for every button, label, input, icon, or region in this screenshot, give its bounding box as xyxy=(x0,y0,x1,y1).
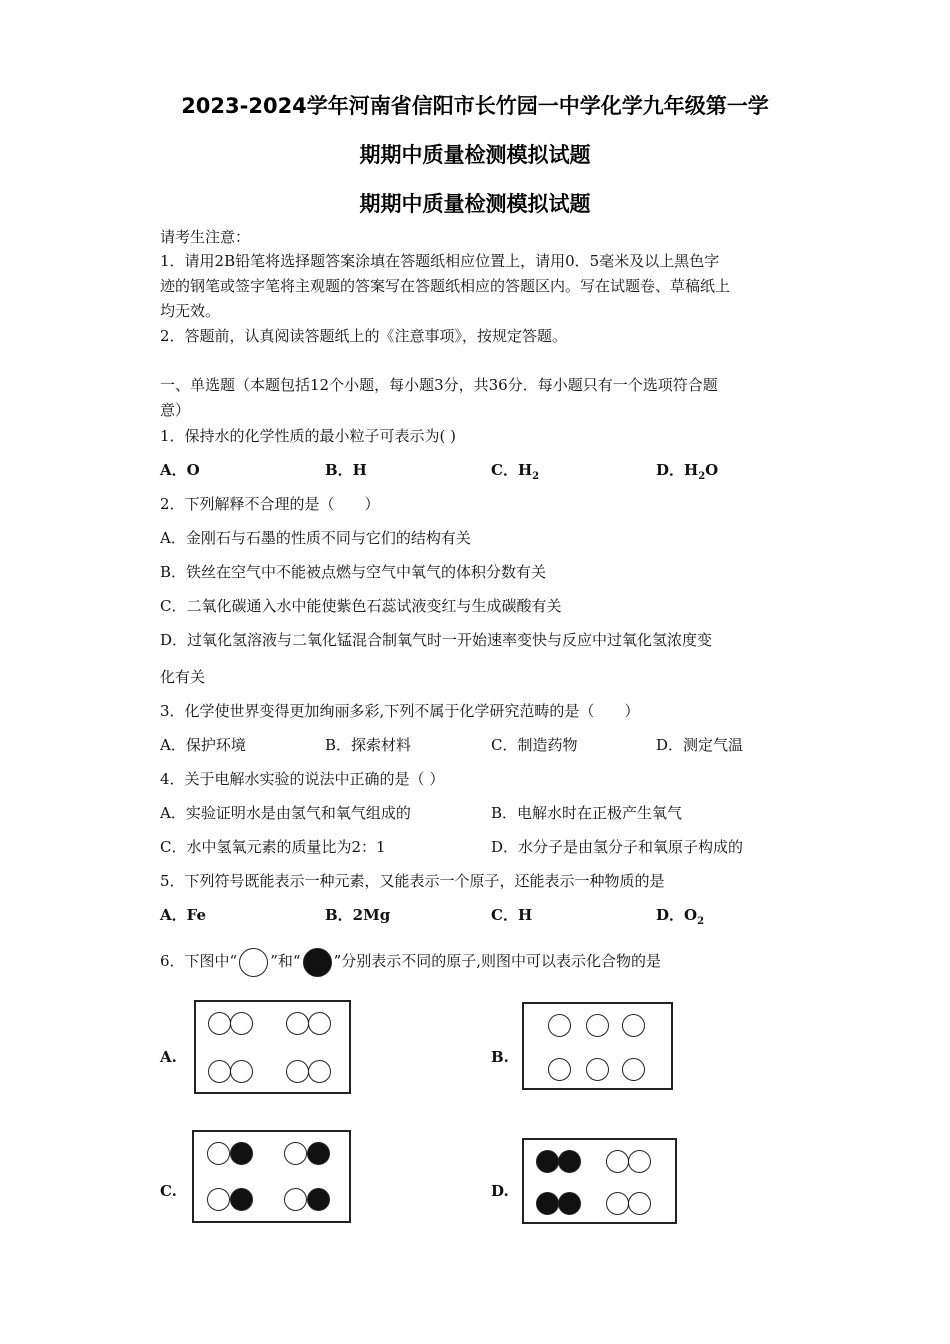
q1-option-a: A．O xyxy=(160,461,200,479)
white-atom-icon xyxy=(308,1012,331,1035)
q6-option-b-label: B. xyxy=(491,1048,509,1066)
q3-option-b: B．探索材料 xyxy=(325,736,412,754)
q1-option-d: D．$H_2O$ xyxy=(656,461,719,482)
black-atom-icon xyxy=(536,1150,559,1173)
q2-option-b: B．铁丝在空气中不能被点燃与空气中氧气的体积分数有关 xyxy=(160,563,547,581)
q2-option-a: A．金刚石与石墨的性质不同与它们的结构有关 xyxy=(160,529,471,547)
q3-option-a: A．保护环境 xyxy=(160,736,246,754)
white-atom-icon xyxy=(284,1188,307,1211)
white-atom-icon xyxy=(586,1058,609,1081)
white-atom-icon xyxy=(606,1150,629,1173)
white-atom-icon xyxy=(628,1150,651,1173)
q4-stem: 4．关于电解水实验的说法中正确的是（ ） xyxy=(160,770,445,788)
white-atom-icon xyxy=(207,1142,230,1165)
q1-stem: 1．保持水的化学性质的最小粒子可表示为( ) xyxy=(160,427,457,445)
white-atom-icon xyxy=(239,948,268,977)
notice-item-1-line-2: 迹的钢笔或签字笔将主观题的答案写在答题纸相应的答题区内。写在试题卷、草稿纸上 xyxy=(160,277,731,295)
white-atom-icon xyxy=(230,1060,253,1083)
black-atom-icon xyxy=(558,1150,581,1173)
white-atom-icon xyxy=(586,1014,609,1037)
black-atom-icon xyxy=(307,1142,330,1165)
notice-item-1-line-3: 均无效。 xyxy=(160,302,221,320)
q2-option-c: C．二氧化碳通入水中能使紫色石蕊试液变红与生成碳酸有关 xyxy=(160,597,562,615)
exam-title-line-3: 期期中质量检测模拟试题 xyxy=(359,192,591,216)
q6-option-d-diagram xyxy=(522,1138,677,1224)
section-heading-line-1: 一、单选题（本题包括12个小题，每小题3分，共36分．每小题只有一个选项符合题 xyxy=(160,376,718,394)
q3-option-d: D．测定气温 xyxy=(656,736,744,754)
q6-stem: 6．下图中“ ”和“ ”分别表示不同的原子,则图中可以表示化合物的是 xyxy=(160,946,661,977)
q5-option-d: D．$O_2$ xyxy=(656,906,705,927)
q6-option-c-label: C. xyxy=(160,1182,177,1200)
exam-title-line-1: 2023-2024学年河南省信阳市长竹园一中学化学九年级第一学 xyxy=(181,94,769,118)
white-atom-icon xyxy=(548,1014,571,1037)
q6-option-b-diagram xyxy=(522,1002,673,1090)
section-heading-line-2: 意） xyxy=(160,401,191,419)
q5-option-a: A．Fe xyxy=(160,906,207,924)
q4-option-b: B．电解水时在正极产生氧气 xyxy=(491,804,683,822)
q6-option-a-label: A. xyxy=(160,1048,177,1066)
q5-option-c: C．H xyxy=(491,906,533,924)
white-atom-icon xyxy=(286,1060,309,1083)
white-atom-icon xyxy=(284,1142,307,1165)
black-atom-icon xyxy=(307,1188,330,1211)
white-atom-icon xyxy=(208,1012,231,1035)
exam-title-line-2: 期期中质量检测模拟试题 xyxy=(359,143,591,167)
white-atom-icon xyxy=(207,1188,230,1211)
q3-stem: 3．化学使世界变得更加绚丽多彩,下列不属于化学研究范畴的是（ ） xyxy=(160,702,640,720)
black-atom-icon xyxy=(230,1188,253,1211)
q4-option-a: A．实验证明水是由氢气和氧气组成的 xyxy=(160,804,411,822)
black-atom-icon xyxy=(536,1192,559,1215)
q2-option-d-line-1: D．过氧化氢溶液与二氧化锰混合制氧气时一开始速率变快与反应中过氧化氢浓度变 xyxy=(160,631,713,649)
q4-option-c: C．水中氢氧元素的质量比为2：1 xyxy=(160,838,386,856)
black-atom-icon xyxy=(230,1142,253,1165)
black-atom-icon xyxy=(558,1192,581,1215)
white-atom-icon xyxy=(548,1058,571,1081)
q6-option-c-diagram xyxy=(192,1130,351,1223)
white-atom-icon xyxy=(622,1058,645,1081)
white-atom-icon xyxy=(628,1192,651,1215)
white-atom-icon xyxy=(622,1014,645,1037)
q2-stem: 2．下列解释不合理的是（ ） xyxy=(160,495,380,513)
white-atom-icon xyxy=(286,1012,309,1035)
white-atom-icon xyxy=(230,1012,253,1035)
notice-item-1-line-1: 1．请用2B铅笔将选择题答案涂填在答题纸相应位置上，请用0．5毫米及以上黑色字 xyxy=(160,252,720,270)
q2-option-d-line-2: 化有关 xyxy=(160,668,206,686)
black-atom-icon xyxy=(303,948,332,977)
q5-option-b: B．2Mg xyxy=(325,906,391,924)
notice-item-2: 2．答题前，认真阅读答题纸上的《注意事项》，按规定答题。 xyxy=(160,327,568,345)
q5-stem: 5．下列符号既能表示一种元素，又能表示一个原子，还能表示一种物质的是 xyxy=(160,872,665,890)
q3-option-c: C．制造药物 xyxy=(491,736,578,754)
white-atom-icon xyxy=(606,1192,629,1215)
q1-option-c: C．$H_2$ xyxy=(491,461,540,482)
q6-option-a-diagram xyxy=(194,1000,351,1094)
white-atom-icon xyxy=(308,1060,331,1083)
white-atom-icon xyxy=(208,1060,231,1083)
notice-heading: 请考生注意： xyxy=(160,228,251,246)
q1-option-b: B．H xyxy=(325,461,367,479)
q6-option-d-label: D. xyxy=(491,1182,509,1200)
q4-option-d: D．水分子是由氢分子和氧原子构成的 xyxy=(491,838,744,856)
